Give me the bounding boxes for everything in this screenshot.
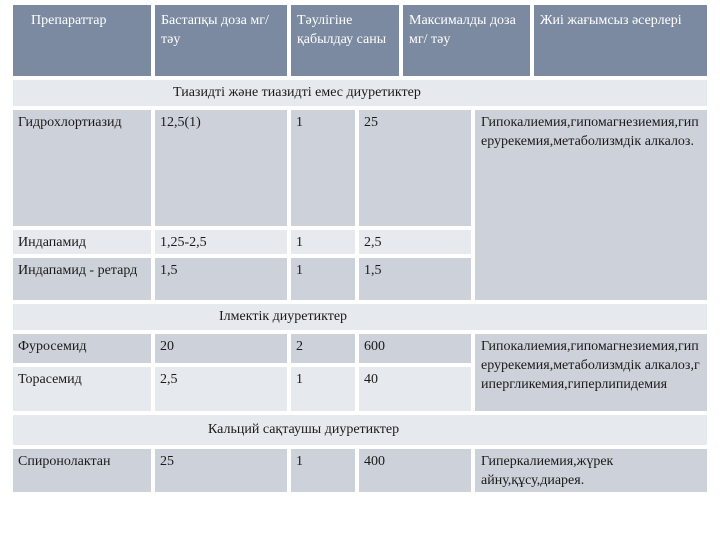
side-effects-text: Гиперкалиемия,жүрек айну,құсу,диарея. xyxy=(481,454,614,488)
table-row-torasemide-freq xyxy=(291,367,355,411)
side-effects-thiazide xyxy=(475,110,707,300)
header-drug-label: Препараттар xyxy=(31,13,107,28)
table-row-furosemide-max xyxy=(359,334,471,363)
table-row-furosemide-freq xyxy=(291,334,355,363)
header-side-effects-label: Жиі жағымсыз әсерлері xyxy=(540,13,682,28)
max-dose: 25 xyxy=(364,115,378,130)
header-start-dose xyxy=(155,5,287,76)
table-row-hydrochlorothiazide-start xyxy=(155,110,287,226)
start-dose: 1,5 xyxy=(160,263,178,278)
side-effects-text: Гипокалиемия,гипомагнезиемия,гиперурекемия,метаболизмдік алкалоз,гипергликемия,гиперлипидемия xyxy=(481,339,700,392)
group-title-thiazide: Тиазидті және тиазидті емес диуретиктер xyxy=(173,85,421,100)
table-row-furosemide-drug xyxy=(13,334,151,363)
table-row-indapamide-retard-drug xyxy=(13,258,151,300)
max-dose: 2,5 xyxy=(364,235,382,250)
header-max-dose-label: Максималды доза мг/ тәу xyxy=(409,13,516,47)
frequency: 1 xyxy=(296,235,303,250)
header-drug xyxy=(13,5,151,76)
header-side-effects xyxy=(534,5,707,76)
side-effects-text: Гипокалиемия,гипомагнезиемия,гиперурекемия,метаболизмдік алкалоз. xyxy=(481,115,699,149)
drug-name: Индапамид - ретард xyxy=(18,263,138,278)
table-row-torasemide-drug xyxy=(13,367,151,411)
header-max-dose xyxy=(403,5,530,76)
start-dose: 1,25-2,5 xyxy=(160,235,207,250)
table-row-spironolactone-max xyxy=(359,449,471,492)
table-row-indapamide-retard-max xyxy=(359,258,471,300)
start-dose: 2,5 xyxy=(160,372,178,387)
table-row-spironolactone-freq xyxy=(291,449,355,492)
frequency: 1 xyxy=(296,372,303,387)
start-dose: 12,5(1) xyxy=(160,115,201,130)
group-band-thiazide xyxy=(13,80,707,106)
table-row-hydrochlorothiazide-drug xyxy=(13,110,151,226)
side-effects-calcium xyxy=(475,449,707,492)
group-band-calcium xyxy=(13,415,707,445)
table-row-furosemide-start xyxy=(155,334,287,363)
drug-name: Гидрохлортиазид xyxy=(18,115,122,130)
max-dose: 40 xyxy=(364,372,378,387)
table-row-indapamide-start xyxy=(155,230,287,254)
header-frequency-label: Тәулігіне қабылдау саны xyxy=(297,13,387,47)
frequency: 2 xyxy=(296,339,303,354)
group-title-loop: Ілмектік диуретиктер xyxy=(219,309,348,324)
max-dose: 1,5 xyxy=(364,263,382,278)
drug-name: Спиронолактан xyxy=(18,454,111,469)
drug-name: Фуросемид xyxy=(18,339,87,354)
frequency: 1 xyxy=(296,115,303,130)
table-row-hydrochlorothiazide-freq xyxy=(291,110,355,226)
group-band-loop xyxy=(13,304,707,330)
group-title-calcium: Кальций сақтаушы диуретиктер xyxy=(208,422,400,437)
table-row-indapamide-max xyxy=(359,230,471,254)
header-start-dose-label: Бастапқы доза мг/тәу xyxy=(161,13,269,47)
drug-name: Торасемид xyxy=(18,372,82,387)
table-row-indapamide-retard-start xyxy=(155,258,287,300)
header-frequency xyxy=(291,5,399,76)
frequency: 1 xyxy=(296,263,303,278)
side-effects-loop xyxy=(475,334,707,411)
start-dose: 20 xyxy=(160,339,174,354)
max-dose: 400 xyxy=(364,454,385,469)
frequency: 1 xyxy=(296,454,303,469)
max-dose: 600 xyxy=(364,339,385,354)
table-row-spironolactone-drug xyxy=(13,449,151,492)
table-row-torasemide-max xyxy=(359,367,471,411)
table-row-indapamide-retard-freq xyxy=(291,258,355,300)
table-row-hydrochlorothiazide-max xyxy=(359,110,471,226)
table-row-indapamide-drug xyxy=(13,230,151,254)
table-row-indapamide-freq xyxy=(291,230,355,254)
table-row-spironolactone-start xyxy=(155,449,287,492)
table-row-torasemide-start xyxy=(155,367,287,411)
drug-name: Индапамид xyxy=(18,235,86,250)
start-dose: 25 xyxy=(160,454,174,469)
